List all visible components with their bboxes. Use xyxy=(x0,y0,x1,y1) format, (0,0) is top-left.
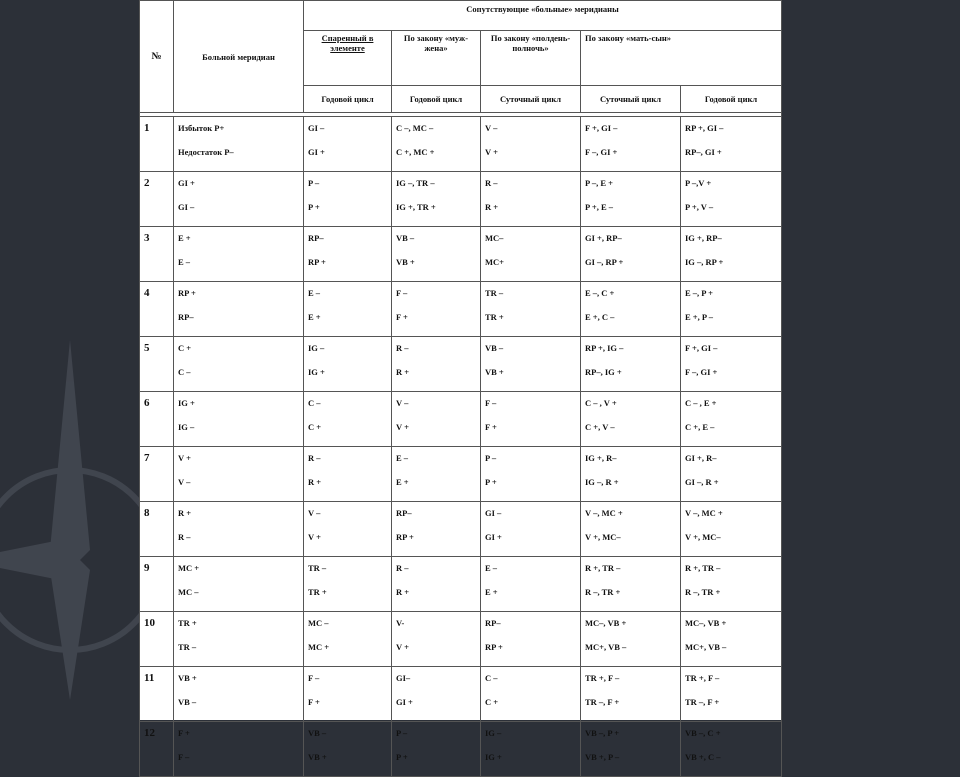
cell-mother-son-year xyxy=(681,447,782,502)
cell-value-deficiency: GI + xyxy=(485,532,502,542)
cell-value-excess: VB –, P + xyxy=(585,728,620,738)
cell-value-deficiency: TR –, F + xyxy=(685,697,720,707)
cell-main-meridian xyxy=(174,722,304,777)
cell-noon-midnight xyxy=(481,337,581,392)
cell-value-deficiency: MC+, VB – xyxy=(685,642,727,652)
cell-value-deficiency: F – xyxy=(178,752,190,762)
cell-noon-midnight xyxy=(481,612,581,667)
cell-value-deficiency: TR + xyxy=(308,587,327,597)
header-cycle-year-2: Годовой цикл xyxy=(392,86,481,113)
cell-value-excess: RP– xyxy=(485,618,501,628)
cell-value-excess: E + xyxy=(178,233,191,243)
cell-main-meridian xyxy=(174,502,304,557)
cell-value-excess: MC + xyxy=(178,563,200,573)
cell-value-excess: VB –, C + xyxy=(685,728,721,738)
cell-value-excess: TR +, F – xyxy=(685,673,720,683)
cell-noon-midnight xyxy=(481,392,581,447)
cell-value-excess: V- xyxy=(396,618,405,628)
table-row xyxy=(140,722,782,777)
cell-value-deficiency: IG –, RP + xyxy=(685,257,724,267)
cell-value-excess: MC–, VB + xyxy=(585,618,627,628)
cell-value-deficiency: C +, MC + xyxy=(396,147,435,157)
cell-value-excess: V – xyxy=(485,123,498,133)
cell-value-deficiency: TR + xyxy=(485,312,504,322)
header-mother-son: По закону «мать-сын» xyxy=(581,31,782,86)
cell-value-deficiency: F –, GI + xyxy=(585,147,618,157)
cell-value-deficiency: E + xyxy=(308,312,321,322)
cell-paired-element xyxy=(304,447,392,502)
cell-value-excess: V – xyxy=(396,398,409,408)
table-row xyxy=(140,557,782,612)
cell-value-excess: IG – xyxy=(485,728,502,738)
cell-value-deficiency: R –, TR + xyxy=(585,587,621,597)
cell-paired-element xyxy=(304,172,392,227)
cell-main-meridian xyxy=(174,392,304,447)
row-number: 9 xyxy=(140,557,174,612)
cell-value-excess: E –, C + xyxy=(585,288,615,298)
table-row xyxy=(140,392,782,447)
cell-value-excess: RP + xyxy=(178,288,196,298)
cell-mother-son-year xyxy=(681,502,782,557)
cell-value-deficiency: P + xyxy=(308,202,320,212)
cell-mother-son-year xyxy=(681,722,782,777)
cell-husband-wife xyxy=(392,337,481,392)
header-cycle-day-1: Суточный цикл xyxy=(481,86,581,113)
table-row xyxy=(140,612,782,667)
cell-mother-son-day xyxy=(581,337,681,392)
cell-main-meridian xyxy=(174,282,304,337)
meridian-table xyxy=(139,0,782,777)
cell-husband-wife xyxy=(392,667,481,722)
cell-value-excess: E – xyxy=(485,563,498,573)
cell-value-deficiency: V + xyxy=(485,147,498,157)
header-number: № xyxy=(140,1,174,113)
cell-main-meridian xyxy=(174,337,304,392)
cell-value-excess: TR + xyxy=(178,618,197,628)
cell-noon-midnight xyxy=(481,447,581,502)
cell-mother-son-day xyxy=(581,392,681,447)
cell-value-deficiency: IG +, TR + xyxy=(396,202,436,212)
cell-value-deficiency: C +, V – xyxy=(585,422,615,432)
cell-value-excess: GI + xyxy=(178,178,195,188)
row-number: 3 xyxy=(140,227,174,282)
cell-main-meridian xyxy=(174,612,304,667)
header-cycle-year-1: Годовой цикл xyxy=(304,86,392,113)
cell-value-excess: P – xyxy=(485,453,497,463)
cell-value-excess: GI +, R– xyxy=(685,453,717,463)
cell-mother-son-day xyxy=(581,172,681,227)
row-number: 1 xyxy=(140,117,174,172)
cell-value-deficiency: VB + xyxy=(308,752,327,762)
cell-mother-son-year xyxy=(681,557,782,612)
cell-value-excess: F – xyxy=(485,398,497,408)
cell-value-excess: R – xyxy=(308,453,321,463)
cell-noon-midnight xyxy=(481,722,581,777)
table-body xyxy=(140,117,782,777)
cell-value-excess: R + xyxy=(178,508,192,518)
cell-value-deficiency: IG + xyxy=(308,367,325,377)
cell-value-deficiency: C +, E – xyxy=(685,422,715,432)
cell-paired-element xyxy=(304,337,392,392)
cell-mother-son-day xyxy=(581,557,681,612)
cell-mother-son-year xyxy=(681,227,782,282)
cell-mother-son-day xyxy=(581,667,681,722)
cell-value-deficiency: P +, E – xyxy=(585,202,613,212)
cell-husband-wife xyxy=(392,282,481,337)
table-row xyxy=(140,282,782,337)
cell-value-excess: GI +, RP– xyxy=(585,233,622,243)
cell-value-excess: TR +, F – xyxy=(585,673,620,683)
cell-paired-element xyxy=(304,227,392,282)
cell-value-deficiency: VB + xyxy=(396,257,415,267)
cell-value-excess: GI – xyxy=(308,123,325,133)
table-row xyxy=(140,447,782,502)
cell-husband-wife xyxy=(392,557,481,612)
header-husband-wife: По закону «муж-жена» xyxy=(392,31,481,86)
table-row xyxy=(140,227,782,282)
cell-value-excess: IG +, RP– xyxy=(685,233,722,243)
cell-value-excess: E –, P + xyxy=(685,288,713,298)
row-number: 2 xyxy=(140,172,174,227)
cell-value-excess: V + xyxy=(178,453,191,463)
cell-value-deficiency: V + xyxy=(308,532,321,542)
cell-value-deficiency: P + xyxy=(485,477,497,487)
cell-mother-son-day xyxy=(581,612,681,667)
cell-value-deficiency: TR –, F + xyxy=(585,697,620,707)
cell-value-excess: V –, MC + xyxy=(585,508,623,518)
cell-value-excess: VB + xyxy=(178,673,197,683)
table-row xyxy=(140,172,782,227)
table-row xyxy=(140,667,782,722)
cell-value-deficiency: IG + xyxy=(485,752,502,762)
cell-value-deficiency: F + xyxy=(396,312,408,322)
cell-value-deficiency: F + xyxy=(485,422,497,432)
cell-value-deficiency: R + xyxy=(485,202,499,212)
cell-value-excess: VB – xyxy=(308,728,327,738)
row-number: 7 xyxy=(140,447,174,502)
cell-value-deficiency: GI – xyxy=(178,202,195,212)
cell-paired-element xyxy=(304,667,392,722)
cell-paired-element xyxy=(304,117,392,172)
cell-value-excess: GI – xyxy=(485,508,502,518)
cell-value-deficiency: F + xyxy=(308,697,320,707)
cell-value-deficiency: MC – xyxy=(178,587,199,597)
header-cycle-day-2: Суточный цикл xyxy=(581,86,681,113)
cell-value-deficiency: R + xyxy=(396,587,410,597)
cell-value-excess: RP +, IG – xyxy=(585,343,624,353)
cell-value-deficiency: RP– xyxy=(178,312,194,322)
row-number: 10 xyxy=(140,612,174,667)
cell-value-excess: VB – xyxy=(485,343,504,353)
cell-paired-element xyxy=(304,502,392,557)
row-number: 12 xyxy=(140,722,174,777)
cell-value-excess: V – xyxy=(308,508,321,518)
cell-main-meridian xyxy=(174,557,304,612)
cell-paired-element xyxy=(304,392,392,447)
cell-value-excess: C + xyxy=(178,343,192,353)
cell-value-excess: Избыток P+ xyxy=(178,123,225,133)
cell-mother-son-year xyxy=(681,172,782,227)
cell-value-deficiency: IG –, R + xyxy=(585,477,619,487)
table-row xyxy=(140,117,782,172)
cell-value-excess: P –,V + xyxy=(685,178,712,188)
cell-value-excess: MC–, VB + xyxy=(685,618,727,628)
cell-value-excess: IG + xyxy=(178,398,195,408)
cell-value-deficiency: E +, P – xyxy=(685,312,713,322)
cell-value-excess: GI– xyxy=(396,673,411,683)
cell-value-excess: VB – xyxy=(396,233,415,243)
cell-value-excess: IG – xyxy=(308,343,325,353)
cell-value-deficiency: P + xyxy=(396,752,408,762)
cell-value-excess: IG –, TR – xyxy=(396,178,435,188)
cell-husband-wife xyxy=(392,172,481,227)
cell-mother-son-day xyxy=(581,282,681,337)
cell-noon-midnight xyxy=(481,557,581,612)
row-number: 5 xyxy=(140,337,174,392)
cell-value-deficiency: C + xyxy=(485,697,499,707)
cell-value-deficiency: VB +, C – xyxy=(685,752,721,762)
document-sheet xyxy=(139,0,781,762)
cell-value-excess: IG +, R– xyxy=(585,453,617,463)
table-row xyxy=(140,337,782,392)
cell-value-excess: C – xyxy=(485,673,498,683)
cell-value-deficiency: C – xyxy=(178,367,191,377)
cell-value-deficiency: E – xyxy=(178,257,191,267)
cell-paired-element xyxy=(304,557,392,612)
cell-value-excess: P –, E + xyxy=(585,178,613,188)
cell-mother-son-year xyxy=(681,117,782,172)
cell-value-deficiency: C + xyxy=(308,422,322,432)
cell-mother-son-day xyxy=(581,502,681,557)
cell-value-deficiency: TR – xyxy=(178,642,197,652)
cell-value-deficiency: RP + xyxy=(396,532,414,542)
cell-value-excess: F – xyxy=(396,288,408,298)
cell-mother-son-year xyxy=(681,282,782,337)
cell-noon-midnight xyxy=(481,117,581,172)
cell-value-deficiency: R – xyxy=(178,532,191,542)
cell-value-excess: F +, GI – xyxy=(585,123,618,133)
cell-value-excess: F + xyxy=(178,728,190,738)
cell-value-deficiency: RP–, IG + xyxy=(585,367,622,377)
cell-value-excess: C – , E + xyxy=(685,398,717,408)
cell-value-deficiency: IG – xyxy=(178,422,195,432)
cell-value-excess: R – xyxy=(485,178,498,188)
cell-value-deficiency: GI + xyxy=(308,147,325,157)
cell-value-excess: R – xyxy=(396,563,409,573)
cell-value-deficiency: RP–, GI + xyxy=(685,147,722,157)
cell-husband-wife xyxy=(392,117,481,172)
cell-mother-son-day xyxy=(581,722,681,777)
cell-value-deficiency: RP + xyxy=(308,257,326,267)
cell-value-excess: C – , V + xyxy=(585,398,617,408)
cell-value-deficiency: Недостаток P– xyxy=(178,147,234,157)
header-main-meridian: Больной меридиан xyxy=(174,1,304,113)
cell-value-deficiency: V + xyxy=(396,422,409,432)
cell-main-meridian xyxy=(174,667,304,722)
cell-mother-son-year xyxy=(681,392,782,447)
header-noon-midnight: По закону «полдень-полночь» xyxy=(481,31,581,86)
cell-value-deficiency: R –, TR + xyxy=(685,587,721,597)
cell-husband-wife xyxy=(392,612,481,667)
cell-main-meridian xyxy=(174,227,304,282)
cell-value-excess: MC– xyxy=(485,233,504,243)
cell-value-excess: E – xyxy=(308,288,321,298)
cell-value-deficiency: MC + xyxy=(308,642,330,652)
cell-value-excess: E – xyxy=(396,453,409,463)
cell-main-meridian xyxy=(174,117,304,172)
cell-value-deficiency: E + xyxy=(485,587,498,597)
cell-value-deficiency: VB + xyxy=(485,367,504,377)
cell-mother-son-year xyxy=(681,667,782,722)
cell-value-excess: RP– xyxy=(396,508,412,518)
cell-value-excess: F – xyxy=(308,673,320,683)
cell-value-deficiency: GI –, R + xyxy=(685,477,719,487)
cell-mother-son-year xyxy=(681,612,782,667)
cell-husband-wife xyxy=(392,502,481,557)
cell-mother-son-day xyxy=(581,447,681,502)
cell-noon-midnight xyxy=(481,227,581,282)
row-number: 8 xyxy=(140,502,174,557)
cell-main-meridian xyxy=(174,447,304,502)
cell-value-excess: F +, GI – xyxy=(685,343,718,353)
cell-value-deficiency: V +, MC– xyxy=(685,532,721,542)
cell-value-deficiency: E + xyxy=(396,477,409,487)
cell-value-deficiency: P +, V – xyxy=(685,202,714,212)
cell-value-deficiency: GI + xyxy=(396,697,413,707)
cell-noon-midnight xyxy=(481,282,581,337)
cell-value-deficiency: MC+, VB – xyxy=(585,642,627,652)
header-accompanying-meridians: Сопутствующие «больные» меридианы xyxy=(304,1,782,31)
cell-paired-element xyxy=(304,722,392,777)
header-paired-element: Спаренный в элементе xyxy=(304,31,392,86)
cell-value-excess: MC – xyxy=(308,618,329,628)
cell-value-deficiency: MC+ xyxy=(485,257,505,267)
cell-value-excess: RP +, GI – xyxy=(685,123,724,133)
cell-mother-son-day xyxy=(581,227,681,282)
cell-value-deficiency: R + xyxy=(396,367,410,377)
cell-husband-wife xyxy=(392,722,481,777)
cell-paired-element xyxy=(304,612,392,667)
cell-noon-midnight xyxy=(481,667,581,722)
cell-paired-element xyxy=(304,282,392,337)
row-number: 4 xyxy=(140,282,174,337)
cell-value-excess: V –, MC + xyxy=(685,508,723,518)
cell-husband-wife xyxy=(392,447,481,502)
cell-value-deficiency: V – xyxy=(178,477,191,487)
cell-value-excess: C – xyxy=(308,398,321,408)
cell-value-deficiency: E +, C – xyxy=(585,312,615,322)
cell-value-deficiency: GI –, RP + xyxy=(585,257,624,267)
cell-main-meridian xyxy=(174,172,304,227)
cell-value-excess: RP– xyxy=(308,233,324,243)
cell-husband-wife xyxy=(392,227,481,282)
cell-value-excess: R +, TR – xyxy=(585,563,621,573)
cell-value-deficiency: VB – xyxy=(178,697,197,707)
cell-noon-midnight xyxy=(481,172,581,227)
table-row xyxy=(140,502,782,557)
cell-value-deficiency: F –, GI + xyxy=(685,367,718,377)
cell-value-deficiency: R + xyxy=(308,477,322,487)
cell-value-deficiency: V + xyxy=(396,642,409,652)
cell-value-excess: R – xyxy=(396,343,409,353)
row-number: 6 xyxy=(140,392,174,447)
cell-husband-wife xyxy=(392,392,481,447)
cell-noon-midnight xyxy=(481,502,581,557)
cell-mother-son-day xyxy=(581,117,681,172)
cell-value-excess: C –, MC – xyxy=(396,123,434,133)
cell-value-excess: TR – xyxy=(308,563,327,573)
header-cycle-year-3: Годовой цикл xyxy=(681,86,782,113)
cell-value-deficiency: VB +, P – xyxy=(585,752,620,762)
cell-value-deficiency: RP + xyxy=(485,642,503,652)
cell-mother-son-year xyxy=(681,337,782,392)
row-number: 11 xyxy=(140,667,174,722)
cell-value-excess: TR – xyxy=(485,288,504,298)
cell-value-excess: P – xyxy=(396,728,408,738)
cell-value-deficiency: V +, MC– xyxy=(585,532,621,542)
cell-value-excess: R +, TR – xyxy=(685,563,721,573)
cell-value-excess: P – xyxy=(308,178,320,188)
